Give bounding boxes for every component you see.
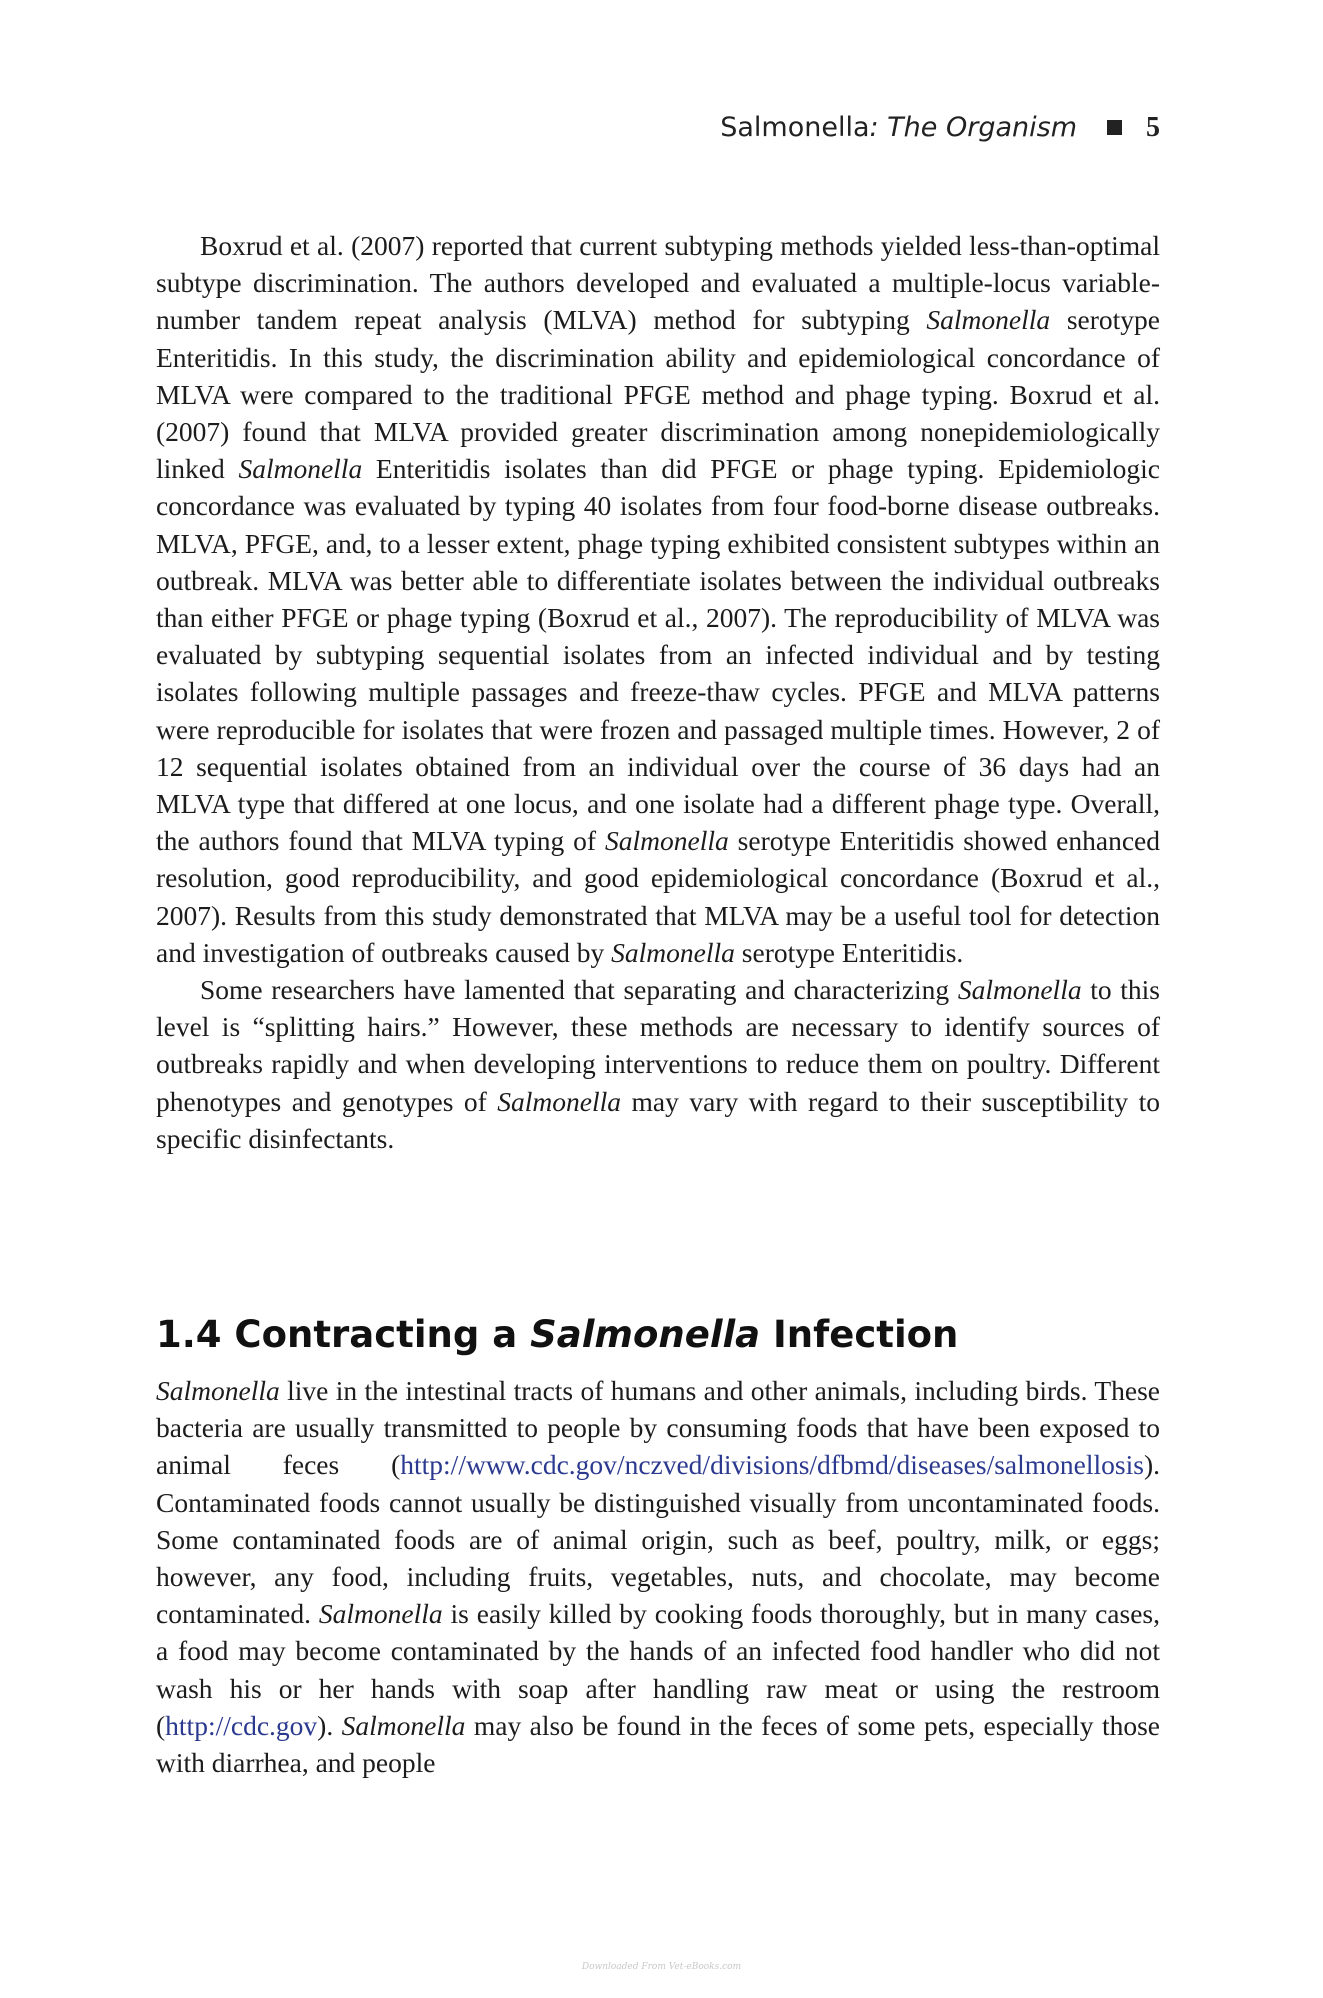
text-run: serotype Enteritidis. In this study, the discrimination ability and epidemiological concordance of MLVA were compared to the traditional PFGE method and phage typing. Boxrud et al. (2007) found that MLVA provided greater discrimination among nonepidemiologically linked [156, 304, 1160, 485]
italic-term: Salmonella [926, 304, 1051, 336]
italic-term: Salmonella [957, 974, 1082, 1006]
body-text-block-1 [156, 227, 1160, 1157]
section-heading [156, 1313, 1160, 1356]
page-number: 5 [1146, 112, 1160, 143]
paragraph-boxrud [156, 227, 1160, 971]
body-text-block-2 [156, 1372, 1160, 1781]
text-run: serotype Enteritidis showed enhanced resolution, good reproducibility, and good epidemiological concordance (Boxrud et al., 2007). Results from this study demonstrated that MLVA may be a useful tool for detection and investigation of outbreaks caused by [156, 825, 1160, 968]
italic-term: Salmonella [497, 1085, 622, 1117]
running-title: Salmonella [720, 112, 870, 143]
text-run: is easily killed by cooking foods thoroughly, but in many cases, a food may become contaminated by the hands of an infected food handler who did not wash his or her hands with soap after handling raw meat or using the restroom ( [156, 1598, 1161, 1741]
text-run: live in the intestinal tracts of humans and other animals, including birds. These bacteria are usually transmitted to people by consuming foods that have been exposed to animal feces ( [156, 1375, 1160, 1481]
text-run: ). Contaminated foods cannot usually be distinguished visually from uncontaminated foods. Some contaminated foods are of animal origin, such as beef, poultry, milk, or eggs; however, any food, including fruits, vegetables, nuts, and chocolate, may become contaminated. [156, 1449, 1160, 1630]
heading-italic: Salmonella [530, 1313, 761, 1356]
paragraph-splitting-hairs [156, 971, 1160, 1157]
text-run: Some researchers have lamented that separating and characterizing [200, 974, 958, 1006]
heading-suffix: Infection [760, 1313, 959, 1356]
italic-term: Salmonella [611, 936, 735, 968]
italic-term: Salmonella [156, 1375, 280, 1406]
text-run: may also be found in the feces of some pets, especially those with diarrhea, and people [156, 1709, 1160, 1779]
text-run: ). [317, 1709, 342, 1741]
text-run: Enteritidis isolates than did PFGE or phage typing. Epidemiologic concordance was evaluated by typing 40 isolates from four food-borne disease outbreaks. MLVA, PFGE, and, to a lesser extent, phage typing exhibited consistent subtypes within an outbreak. MLVA was better able to differentiate isolates between the individual outbreaks than either PFGE or phage typing (Boxrud et al., 2007). The reproducibility of MLVA was evaluated by subtyping sequential isolates from an infected individual and by testing isolates following multiple passages and freeze-thaw cycles. PFGE and MLVA patterns were reproducible for isolates that were frozen and passaged multiple times. However, 2 of 12 sequential isolates obtained from an individual over the course of 36 days had an MLVA type that differed at one locus, and one isolate had a different phage type. Overall, the authors found that MLVA typing of [156, 453, 1160, 857]
cdc-salmonellosis-link[interactable]: http://www.cdc.gov/nczved/divisions/dfbmd/diseases/salmonellosis [400, 1449, 1144, 1481]
italic-term: Salmonella [604, 825, 729, 857]
text-run: may vary with regard to their susceptibility to specific disinfectants. [156, 1085, 1160, 1154]
text-run: to this level is “splitting hairs.” However, these methods are necessary to identify sources of outbreaks rapidly and when developing interventions to reduce them on poultry. Different phenotypes and genotypes of [156, 974, 1161, 1117]
paragraph-contracting [156, 1372, 1160, 1781]
italic-term: Salmonella [341, 1709, 466, 1741]
download-watermark: Downloaded From Vet-eBooks.com [581, 1962, 742, 1972]
text-run: serotype Enteritidis. [734, 936, 964, 968]
italic-term: Salmonella [318, 1598, 443, 1630]
running-head [156, 112, 1160, 144]
cdc-gov-link[interactable]: http://cdc.gov [165, 1709, 318, 1741]
square-bullet-icon [1107, 120, 1122, 135]
italic-term: Salmonella [238, 453, 363, 485]
heading-prefix: 1.4 Contracting a [156, 1313, 531, 1356]
text-run: Boxrud et al. (2007) reported that current subtyping methods yielded less-than-optimal subtype discrimination. The authors developed and evaluated a multiple-locus variable-number tandem repeat analysis (MLVA) method for subtyping [156, 230, 1160, 336]
running-subtitle: : The Organism [869, 112, 1077, 143]
